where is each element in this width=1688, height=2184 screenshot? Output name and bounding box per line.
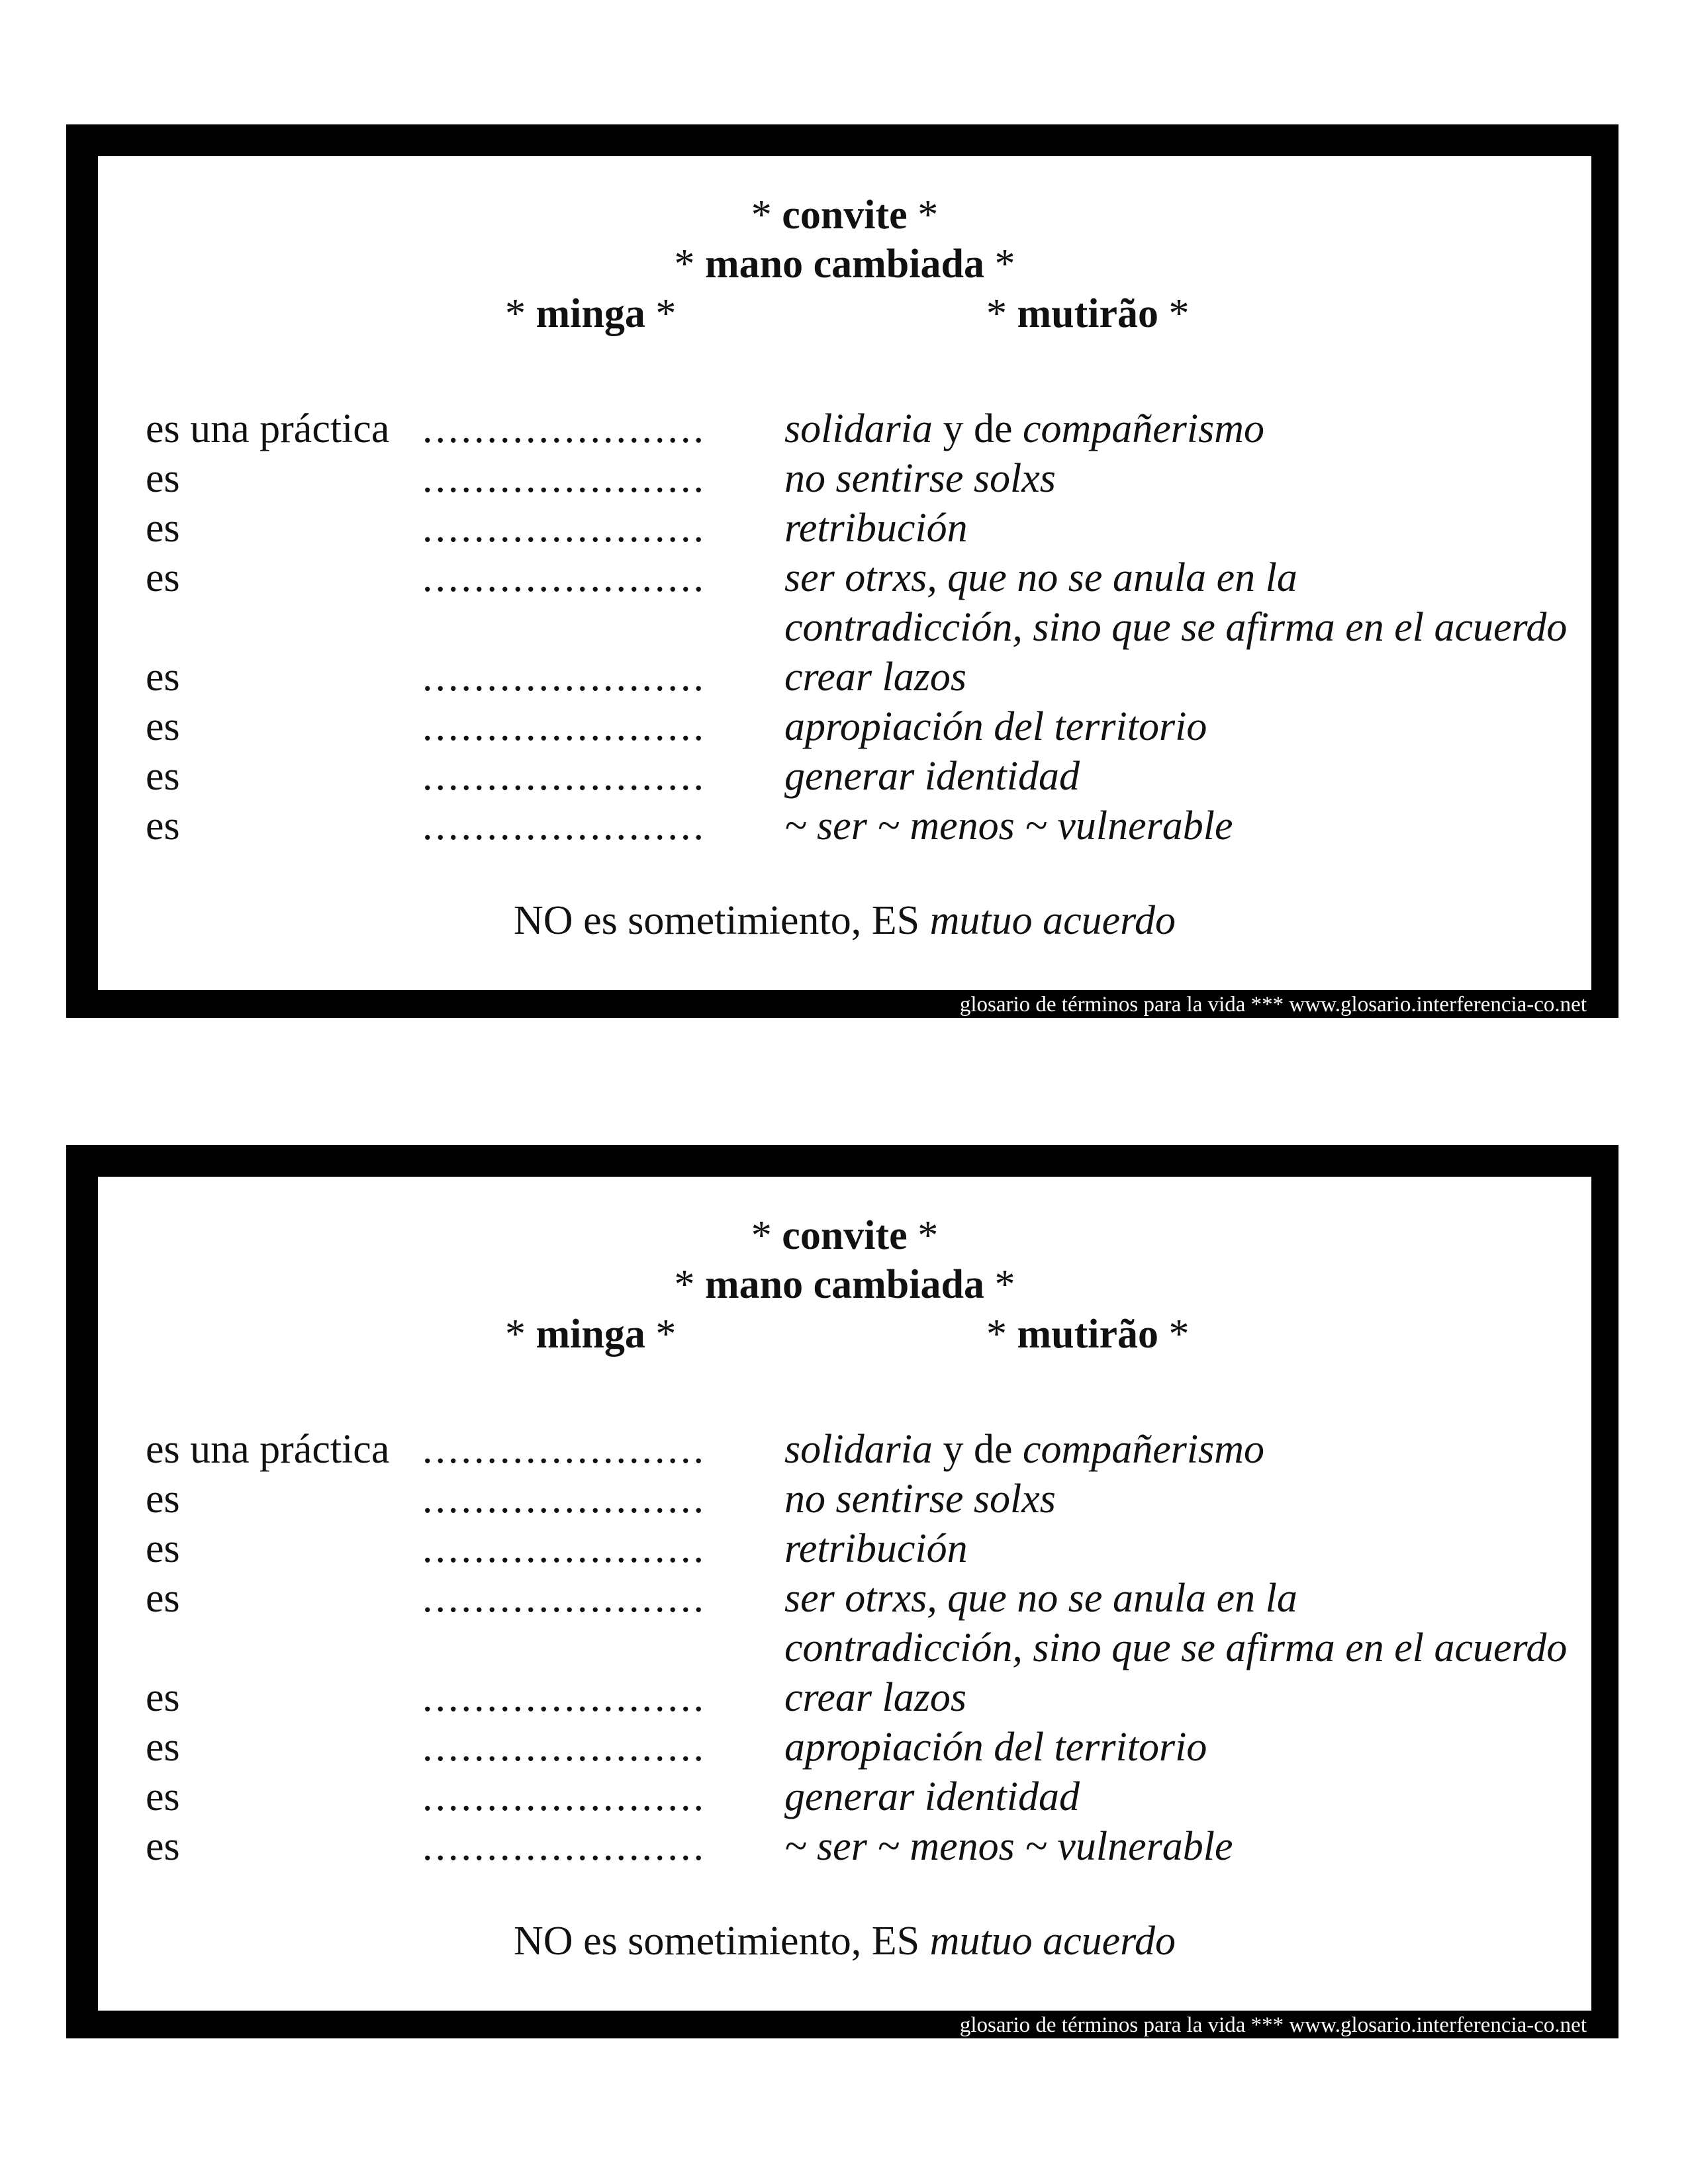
row-definition: no sentirse solxs xyxy=(784,456,1056,501)
row-definition: crear lazos xyxy=(784,655,966,700)
leader-dots: ...................... xyxy=(422,655,706,700)
row-lead: es xyxy=(146,803,180,848)
definition-row xyxy=(98,1425,1591,1475)
row-lead: es xyxy=(146,1576,180,1621)
definition-row-continuation xyxy=(98,1623,1591,1673)
row-lead: es xyxy=(146,1675,180,1720)
definition-row-continuation xyxy=(98,603,1591,653)
title-mano-cambiada: * mano cambiada * xyxy=(674,242,1015,287)
leader-dots: ...................... xyxy=(422,506,706,551)
definition-row xyxy=(98,1574,1591,1623)
leader-dots: ...................... xyxy=(422,456,706,501)
row-definition: contradicción, sino que se afirma en el acuerdo xyxy=(784,1625,1568,1670)
row-lead: es xyxy=(146,1725,180,1770)
leader-dots: ...................... xyxy=(422,754,706,799)
definition-row xyxy=(98,1723,1591,1772)
row-definition: no sentirse solxs xyxy=(784,1477,1056,1522)
row-definition: apropiación del territorio xyxy=(784,704,1207,749)
row-lead: es xyxy=(146,555,180,600)
title-convite: * convite * xyxy=(751,193,939,238)
row-lead: es xyxy=(146,506,180,551)
definition-row xyxy=(98,752,1591,801)
closing-statement: NO es sometimiento, ES mutuo acuerdo xyxy=(514,1919,1176,1964)
glossary-card-bottom xyxy=(66,1145,1618,2038)
row-lead: es xyxy=(146,1824,180,1869)
definition-row xyxy=(98,553,1591,603)
definition-row xyxy=(98,1524,1591,1574)
leader-dots: ...................... xyxy=(422,1576,706,1621)
row-definition: ser otrxs, que no se anula en la xyxy=(784,1576,1297,1621)
row-definition: ser otrxs, que no se anula en la xyxy=(784,555,1297,600)
card-content xyxy=(98,1177,1591,2011)
definition-row xyxy=(98,1822,1591,1872)
footer-credit: glosario de términos para la vida *** www.glosario.interferencia-co.net xyxy=(959,993,1587,1017)
title-mano-cambiada: * mano cambiada * xyxy=(674,1262,1015,1307)
leader-dots: ...................... xyxy=(422,704,706,749)
leader-dots: ...................... xyxy=(422,1526,706,1571)
leader-dots: ...................... xyxy=(422,1774,706,1819)
row-lead: es xyxy=(146,704,180,749)
row-lead: es xyxy=(146,655,180,700)
row-lead: es una práctica xyxy=(146,1427,390,1472)
footer-credit: glosario de términos para la vida *** www.glosario.interferencia-co.net xyxy=(959,2013,1587,2037)
row-definition: ~ ser ~ menos ~ vulnerable xyxy=(784,1824,1233,1869)
definition-row xyxy=(98,454,1591,504)
leader-dots: ...................... xyxy=(422,1824,706,1869)
leader-dots: ...................... xyxy=(422,803,706,848)
row-lead: es xyxy=(146,1526,180,1571)
row-definition: apropiación del territorio xyxy=(784,1725,1207,1770)
glossary-card-top xyxy=(66,124,1618,1018)
leader-dots: ...................... xyxy=(422,555,706,600)
title-mutirao: * mutirão * xyxy=(986,1312,1190,1357)
closing-statement: NO es sometimiento, ES mutuo acuerdo xyxy=(514,898,1176,943)
leader-dots: ...................... xyxy=(422,1477,706,1522)
definition-row xyxy=(98,702,1591,752)
definition-row xyxy=(98,404,1591,454)
definition-row xyxy=(98,504,1591,553)
row-definition: crear lazos xyxy=(784,1675,966,1720)
row-definition: generar identidad xyxy=(784,754,1080,799)
row-definition: solidaria y de compañerismo xyxy=(784,1427,1265,1472)
row-definition: retribución xyxy=(784,506,968,551)
row-lead: es una práctica xyxy=(146,406,390,451)
definition-row xyxy=(98,1673,1591,1723)
row-lead: es xyxy=(146,1774,180,1819)
title-minga: * minga * xyxy=(505,291,677,336)
row-definition: solidaria y de compañerismo xyxy=(784,406,1265,451)
definition-row xyxy=(98,653,1591,702)
row-definition: contradicción, sino que se afirma en el acuerdo xyxy=(784,605,1568,650)
leader-dots: ...................... xyxy=(422,406,706,451)
row-lead: es xyxy=(146,1477,180,1522)
definition-row xyxy=(98,801,1591,851)
leader-dots: ...................... xyxy=(422,1725,706,1770)
row-lead: es xyxy=(146,456,180,501)
leader-dots: ...................... xyxy=(422,1675,706,1720)
definition-row xyxy=(98,1772,1591,1822)
row-definition: generar identidad xyxy=(784,1774,1080,1819)
row-lead: es xyxy=(146,754,180,799)
card-content xyxy=(98,156,1591,990)
title-minga: * minga * xyxy=(505,1312,677,1357)
leader-dots: ...................... xyxy=(422,1427,706,1472)
title-mutirao: * mutirão * xyxy=(986,291,1190,336)
title-convite: * convite * xyxy=(751,1213,939,1258)
definition-row xyxy=(98,1475,1591,1524)
row-definition: retribución xyxy=(784,1526,968,1571)
row-definition: ~ ser ~ menos ~ vulnerable xyxy=(784,803,1233,848)
